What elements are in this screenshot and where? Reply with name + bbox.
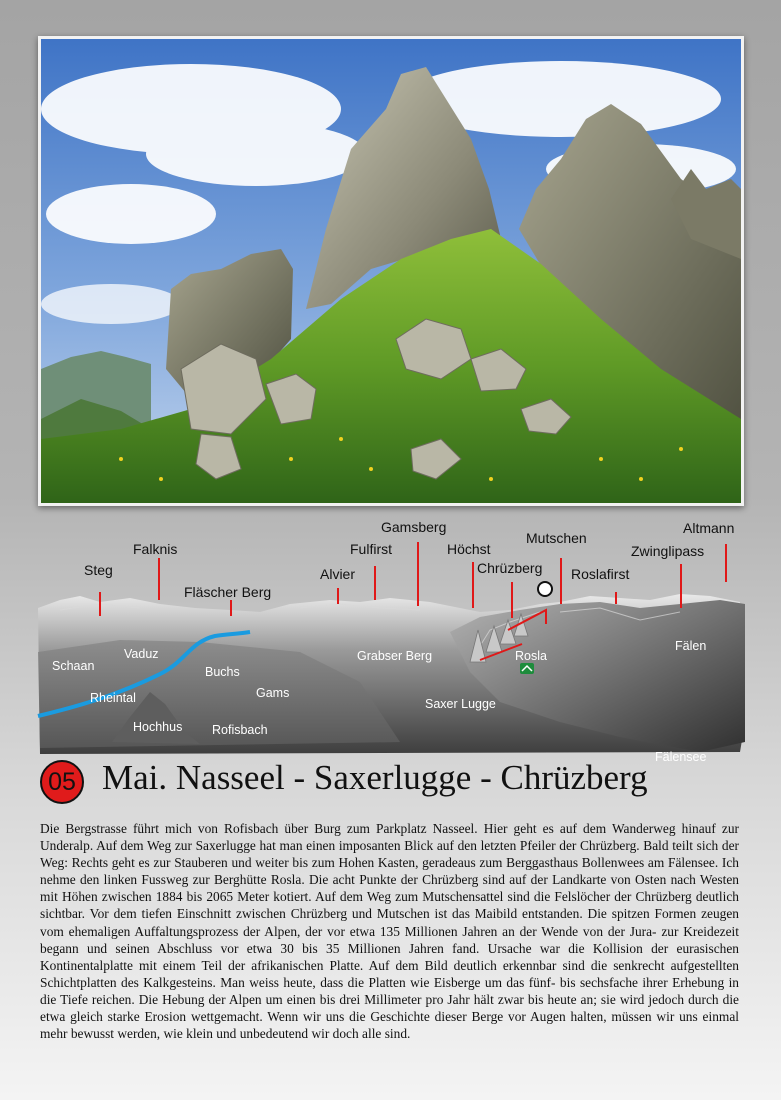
- peak-label-gamsberg: Gamsberg: [381, 519, 447, 535]
- place-label-hochhus: Hochhus: [133, 720, 183, 734]
- peak-label-altmann: Altmann: [683, 520, 735, 536]
- peak-label-flaescher-berg: Fläscher Berg: [184, 584, 272, 600]
- peak-label-fulfirst: Fulfirst: [350, 541, 392, 557]
- body-text: Die Bergstrasse führt mich von Rofisbach über Burg zum Parkplatz Nasseel. Hier geht es auf dem Wanderweg hinauf zur Underalp. Auf dem Weg zur Saxerlugge hat man einen imposanten Blick auf den letzten Pfeiler der Chrüzberg. Bald teilt sich der Weg: Rechts geht es zur Stauberen und weiter bis zum Hohen Kasten, geradeaus zum Berggasthaus Bollenwees am Fälensee. Ich nehme den linken Fussweg zur Berghütte Rosla. Die acht Punkte der Chrüzberg sind auf der Landkarte von Osten nach Westen mit Höhen zwischen 1884 bis 2065 Meter kotiert. Auf dem Weg zum Mutschensattel sind die Felslöcher der Chrüzberg deutlich sichtbar. Vor dem tiefen Einschnitt zwischen Chrüzberg und Mutschen ist das Maibild entstanden. Die spitzen Formen zeugen vom ehemaligen Auffaltungsprozess der Alpen, der vor etwa 135 Millionen Jahren an der Wende von der Jura- zur Kreidezeit begann und seinen Abschluss vor etwa 30 bis 35 Millionen Jahren fand. Ursache war die Kollision der eurasischen Kontinentalplatte mit einem Teil der afrikanischen Platte. Auf dem Bild deutlich erkennbar sind die senkrecht aufgestellten Schichtplatten des Kalkgesteins. Man weiss heute, dass die Platten wie Eisberge um das fünf- bis sechsfache ihrer Erhebung in die Tiefe reichen. Die Hebung der Alpen um einen bis drei Millimeter pro Jahr hält zwar bis heute an; sie wird jedoch durch die etwa gleich starke Erosion wettgemacht. Wenn wir uns die Geschichte dieser Berge vor Augen halten, müssen wir uns einmal mehr bewusst werden, wie klein und unbedeutend wir doch alle sind.: [40, 821, 739, 1042]
- place-label-rheintal: Rheintal: [90, 691, 136, 705]
- place-label-faelen: Fälen: [675, 639, 707, 653]
- peak-label-roslafirst: Roslafirst: [571, 566, 630, 582]
- mountain-photo: [41, 39, 741, 503]
- place-label-buchs: Buchs: [205, 665, 240, 679]
- page-title: Mai. Nasseel - Saxerlugge - Chrüzberg: [102, 758, 648, 797]
- place-label-rosla: Rosla: [515, 649, 547, 663]
- peak-label-zwinglipass: Zwinglipass: [631, 543, 705, 559]
- peak-label-steg: Steg: [84, 562, 113, 578]
- place-label-vaduz: Vaduz: [124, 647, 159, 661]
- place-label-schaan: Schaan: [52, 659, 95, 673]
- place-label-rofisbach: Rofisbach: [212, 723, 268, 737]
- place-label-saxer-lugge: Saxer Lugge: [425, 697, 496, 711]
- position-marker-icon: [538, 582, 552, 596]
- peak-label-mutschen: Mutschen: [526, 530, 587, 546]
- peak-label-falknis: Falknis: [133, 541, 178, 557]
- place-label-grabser-berg: Grabser Berg: [357, 649, 433, 663]
- tour-number-badge: 05: [40, 760, 84, 804]
- photo-frame: [38, 36, 744, 506]
- peak-label-alvier: Alvier: [320, 566, 356, 582]
- peak-label-chruezberg: Chrüzberg: [477, 560, 543, 576]
- peak-label-hoechst: Höchst: [447, 541, 491, 557]
- panorama-relief: [0, 512, 781, 768]
- mountain-hut-icon: [520, 663, 534, 674]
- place-label-faelensee: Fälensee: [655, 750, 707, 764]
- place-label-gams: Gams: [256, 686, 290, 700]
